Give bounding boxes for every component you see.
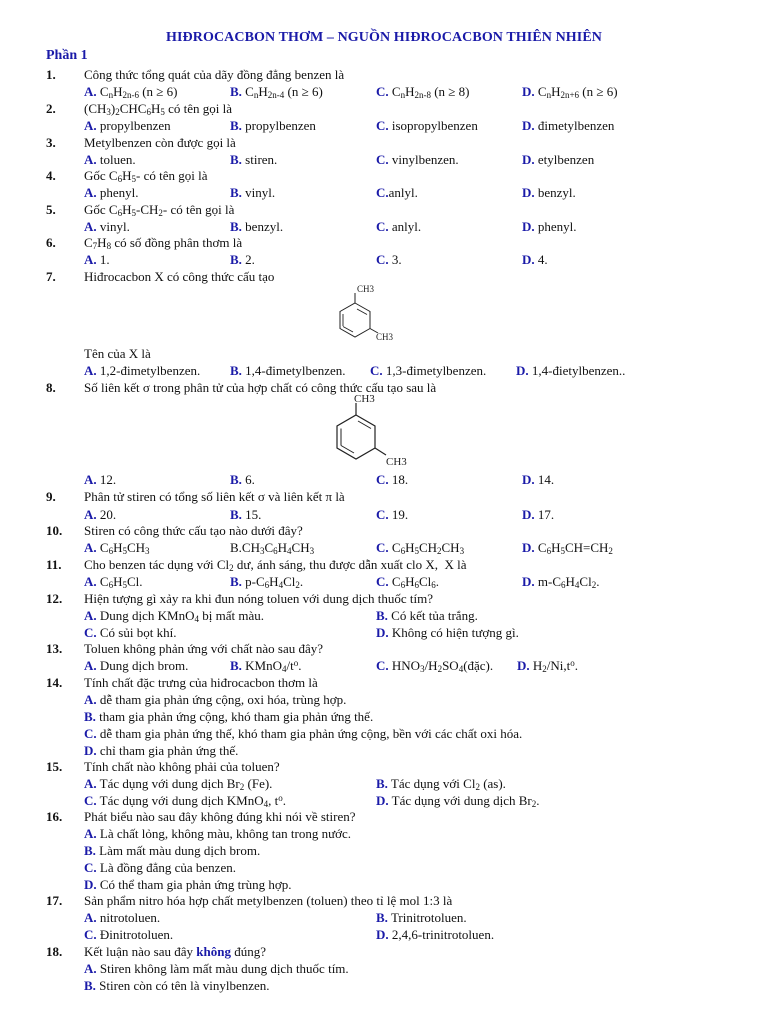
option-a[interactable]: A. $C_6H_5CH_3$: [84, 540, 150, 556]
option-b[interactable]: B. tham gia phản ứng cộng, khó tham gia phản ứng thế.: [84, 709, 374, 724]
option-b[interactable]: B. propylbenzen: [230, 118, 316, 133]
option-d[interactable]: D. 17.: [522, 507, 555, 522]
option-b[interactable]: B. 6.: [230, 472, 255, 487]
option-d[interactable]: D. $C_nH_{2n+6}$ (n ≥ 6): [522, 84, 618, 100]
option-a[interactable]: A. 1,2-đimetylbenzen.: [84, 363, 201, 378]
question-text: $C_7H_8$ có số đồng phân thơm là: [84, 235, 243, 251]
option-b[interactable]: B. 1,4-đimetylbenzen.: [230, 363, 346, 378]
option-d[interactable]: D. chỉ tham gia phản ứng thế.: [84, 743, 239, 758]
option-b[interactable]: B. Trinitrotoluen.: [376, 910, 467, 925]
option-d[interactable]: D. đimetylbenzen: [522, 118, 615, 133]
option-a[interactable]: A. 1.: [84, 252, 110, 267]
option-b[interactable]: B. $C_nH_{2n-4}$ (n ≥ 6): [230, 84, 323, 100]
option-c[interactable]: C. $C_6H_6Cl_6$.: [376, 574, 439, 590]
option-d[interactable]: D. 2,4,6-trinitrotoluen.: [376, 927, 495, 942]
option-d[interactable]: D. Có thể tham gia phản ứng trùng hợp.: [84, 877, 292, 892]
option-a[interactable]: A. 20.: [84, 507, 117, 522]
option-d[interactable]: D. $C_6H_5CH=CH_2$: [522, 540, 613, 556]
option-d[interactable]: D. phenyl.: [522, 219, 577, 234]
option-c[interactable]: C. 19.: [376, 507, 409, 522]
option-d[interactable]: D. etylbenzen: [522, 152, 595, 167]
option-a[interactable]: A. Tác dụng với dung dịch $Br_2$ (Fe).: [84, 776, 273, 792]
question-text: Cho benzen tác dụng với $Cl_2$ dư, ánh sáng, thu được dẫn xuất clo X, X là: [84, 557, 467, 573]
option-c[interactable]: C. vinylbenzen.: [376, 152, 459, 167]
question-text: Gốc $C_6H_5-$ có tên gọi là: [84, 168, 208, 184]
option-b[interactable]: B. $p-C_6H_4Cl_2$.: [230, 574, 304, 590]
option-c[interactable]: C. $C_6H_5CH_2CH_3$: [376, 540, 465, 556]
option-c[interactable]: C. 18.: [376, 472, 409, 487]
m-xylene-structure-large: [320, 393, 416, 471]
option-a[interactable]: A. Dung dịch brom.: [84, 658, 189, 673]
option-d[interactable]: D. 1,4-đietylbenzen..: [516, 363, 626, 378]
option-d[interactable]: D. $H_2/Ni,t^o$.: [517, 658, 579, 674]
option-a[interactable]: A. propylbenzen: [84, 118, 171, 133]
option-b[interactable]: B. stiren.: [230, 152, 278, 167]
option-c[interactable]: C. Có sủi bọt khí.: [84, 625, 177, 640]
option-d[interactable]: D. 14.: [522, 472, 555, 487]
page-title: HIĐROCACBON THƠM – NGUỒN HIĐROCACBON THIÊN NHIÊN: [166, 30, 602, 45]
option-d[interactable]: D. Không có hiện tượng gì.: [376, 625, 519, 640]
option-c[interactable]: C. isopropylbenzen: [376, 118, 478, 133]
m-xylene-structure-small: [328, 283, 394, 345]
option-b[interactable]: B. benzyl.: [230, 219, 284, 234]
option-b[interactable]: B. Stiren còn có tên là vinylbenzen.: [84, 978, 270, 993]
question-text: Kết luận nào sau đây không đúng?: [84, 944, 267, 959]
option-b[interactable]: B. Tác dụng với $Cl_2$ (as).: [376, 776, 506, 792]
svg-text:CH3: CH3: [376, 332, 394, 342]
option-b[interactable]: B. Có kết tủa trắng.: [376, 608, 478, 623]
option-a[interactable]: A. $C_nH_{2n-6}$ (n ≥ 6): [84, 84, 178, 100]
option-a[interactable]: A. phenyl.: [84, 185, 139, 200]
option-b[interactable]: B. vinyl.: [230, 185, 276, 200]
option-a[interactable]: A. dễ tham gia phản ứng cộng, oxi hóa, trùng hợp.: [84, 692, 347, 707]
option-c[interactable]: C. Là đồng đẳng của benzen.: [84, 860, 236, 875]
option-a[interactable]: A. Dung dịch KMnO$_4$ bị mất màu.: [84, 608, 264, 624]
option-c[interactable]: C. Tác dụng với dung dịch KMnO$_4$, $t^o$.: [84, 793, 286, 809]
question-text: $(CH_3)_2CHC_6H_5$ có tên gọi là: [84, 101, 233, 117]
option-c[interactable]: C. 1,3-đimetylbenzen.: [370, 363, 487, 378]
option-c[interactable]: C. anlyl.: [376, 219, 422, 234]
option-a[interactable]: A. $C_6H_5Cl$.: [84, 574, 143, 590]
option-a[interactable]: A. 12.: [84, 472, 117, 487]
svg-text:CH3: CH3: [357, 284, 375, 294]
option-a[interactable]: A. vinyl.: [84, 219, 130, 234]
option-c[interactable]: C. Đinitrotoluen.: [84, 927, 174, 942]
option-d[interactable]: D. benzyl.: [522, 185, 576, 200]
question-text: Gốc $C_6H_5-CH_2-$ có tên gọi là: [84, 202, 235, 218]
option-a[interactable]: A. Stiren không làm mất màu dung dịch thuốc tím.: [84, 961, 349, 976]
option-c[interactable]: C. 3.: [376, 252, 402, 267]
option-d[interactable]: D. 4.: [522, 252, 548, 267]
option-b[interactable]: B. 2.: [230, 252, 255, 267]
option-c[interactable]: C. $HNO_3/H_2SO_4(đặc)$.: [376, 658, 494, 674]
option-b[interactable]: B. Làm mất màu dung dịch brom.: [84, 843, 261, 858]
option-b[interactable]: B. $KMnO_4/t^o$.: [230, 658, 302, 674]
option-c[interactable]: C. $C_nH_{2n-8}$ (n ≥ 8): [376, 84, 470, 100]
option-a[interactable]: A. Là chất lỏng, không màu, không tan trong nước.: [84, 826, 352, 841]
option-c[interactable]: C.anlyl.: [376, 185, 418, 200]
svg-text:CH3: CH3: [386, 456, 407, 468]
option-d[interactable]: D. Tác dụng với dung dịch $Br_2$.: [376, 793, 540, 809]
part-heading: Phần 1: [46, 48, 88, 63]
svg-text:CH3: CH3: [354, 393, 375, 405]
option-c[interactable]: C. dễ tham gia phản ứng thế, khó tham gia phản ứng cộng, bền với các chất oxi hóa.: [84, 726, 523, 741]
option-b[interactable]: $B.CH_3C_6H_4CH_3$: [230, 540, 315, 556]
option-a[interactable]: A. nitrotoluen.: [84, 910, 161, 925]
option-b[interactable]: B. 15.: [230, 507, 262, 522]
option-d[interactable]: D. $m-C_6H_4Cl_2$.: [522, 574, 600, 590]
option-a[interactable]: A. toluen.: [84, 152, 136, 167]
